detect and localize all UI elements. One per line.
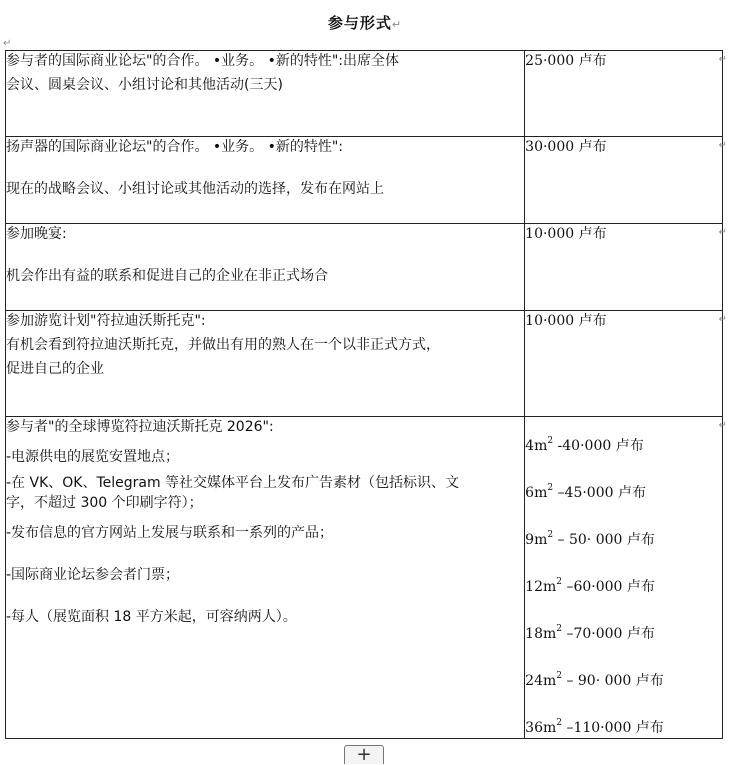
- description-line: 机会作出有益的联系和促进自己的企业在非正式场合: [6, 268, 328, 284]
- row-end-mark-icon: ↵: [718, 420, 727, 431]
- participation-table: [5, 50, 723, 739]
- price-text: 10·000 卢布: [525, 226, 607, 242]
- description-line: -发布信息的官方网站上发展与联系和一系列的产品；: [6, 525, 334, 541]
- size-unit-power: 2: [556, 718, 562, 728]
- size-unit-power: 2: [556, 624, 562, 634]
- row-description-cell[interactable]: [6, 311, 525, 417]
- description-line: -电源供电的展览安置地点；: [6, 449, 180, 465]
- description-line: -每人（展览面积 18 平方米起，可容纳两人）。: [6, 609, 297, 625]
- row-end-mark-icon: ↵: [718, 54, 727, 65]
- row-end-mark-icon: ↵: [718, 314, 727, 325]
- row-price-cell[interactable]: [525, 417, 723, 739]
- size-price: –60·000 卢布: [566, 579, 655, 595]
- size-price-line: [525, 572, 722, 597]
- description-line: 参加游览计划"符拉迪沃斯托克":: [6, 313, 206, 329]
- description-line: 有机会看到符拉迪沃斯托克，并做出有用的熟人在一个以非正式方式，: [6, 337, 440, 353]
- table-row: [6, 417, 723, 739]
- table-row: [6, 311, 723, 417]
- page-title-text: 参与形式: [327, 14, 392, 32]
- size-area: 24m: [525, 673, 557, 689]
- size-price: –70·000 卢布: [566, 626, 655, 642]
- size-price-line: [525, 619, 722, 644]
- row-description-cell[interactable]: [6, 137, 525, 224]
- size-unit-power: 2: [547, 436, 554, 446]
- size-area: 18m: [525, 626, 557, 642]
- price-text: 30·000 卢布: [525, 139, 607, 155]
- table-row: [6, 51, 723, 137]
- row-price-cell[interactable]: [525, 224, 723, 311]
- price-text: 10·000 卢布: [525, 313, 607, 329]
- size-price: –110·000 卢布: [566, 720, 664, 736]
- size-price-line: [525, 431, 722, 456]
- size-unit-power: 2: [556, 671, 562, 681]
- row-end-mark-icon: ↵: [718, 227, 727, 238]
- size-price-line: [525, 478, 722, 503]
- size-area: 4m: [525, 438, 548, 454]
- row-description-cell[interactable]: [6, 224, 525, 311]
- size-unit-power: 2: [547, 483, 554, 493]
- size-unit-power: 2: [547, 530, 554, 540]
- size-area: 6m: [525, 485, 548, 501]
- description-line: 会议、圆桌会议、小组讨论和其他活动(三天): [6, 77, 283, 93]
- size-price-line: [525, 713, 722, 738]
- row-end-mark-icon: ↵: [718, 140, 727, 151]
- size-price: -40·000 卢布: [557, 438, 644, 454]
- description-line: 扬声器的国际商业论坛"的合作。 •业务。 •新的特性":: [6, 139, 344, 155]
- add-row-button[interactable]: +: [344, 745, 384, 764]
- row-price-cell[interactable]: [525, 137, 723, 224]
- size-price-line: [525, 525, 722, 550]
- size-area: 9m: [525, 532, 548, 548]
- table-row: [6, 224, 723, 311]
- table-row: [6, 137, 723, 224]
- description-line: 参加晚宴:: [6, 226, 67, 242]
- description-line: 参与者的国际商业论坛"的合作。 •业务。 •新的特性":出席全体: [6, 53, 400, 69]
- paragraph-mark-icon: ↵: [391, 18, 403, 31]
- description-line: -国际商业论坛参会者门票；: [6, 567, 180, 583]
- size-area: 36m: [525, 720, 557, 736]
- description-line: 字，不超过 300 个印刷字符）；: [6, 495, 203, 511]
- description-line: 参与者"的全球博览符拉迪沃斯托克 2026":: [6, 419, 274, 435]
- description-line: -在 VK、OK、Telegram 等社交媒体平台上发布广告素材（包括标识、文: [6, 475, 460, 491]
- size-price: – 50· 000 卢布: [557, 532, 655, 548]
- description-line: 促进自己的企业: [6, 361, 104, 377]
- row-description-cell[interactable]: [6, 51, 525, 137]
- size-price-line: [525, 666, 722, 691]
- row-description-cell[interactable]: [6, 417, 525, 739]
- row-price-cell[interactable]: [525, 311, 723, 417]
- page-title: [0, 12, 730, 33]
- paragraph-mark-icon: ↵: [3, 38, 12, 49]
- size-price: –45·000 卢布: [557, 485, 646, 501]
- price-text: 25·000 卢布: [525, 53, 607, 69]
- size-area: 12m: [525, 579, 557, 595]
- description-line: 现在的战略会议、小组讨论或其他活动的选择，发布在网站上: [6, 181, 384, 197]
- row-price-cell[interactable]: [525, 51, 723, 137]
- size-unit-power: 2: [556, 577, 562, 587]
- size-price: – 90· 000 卢布: [566, 673, 664, 689]
